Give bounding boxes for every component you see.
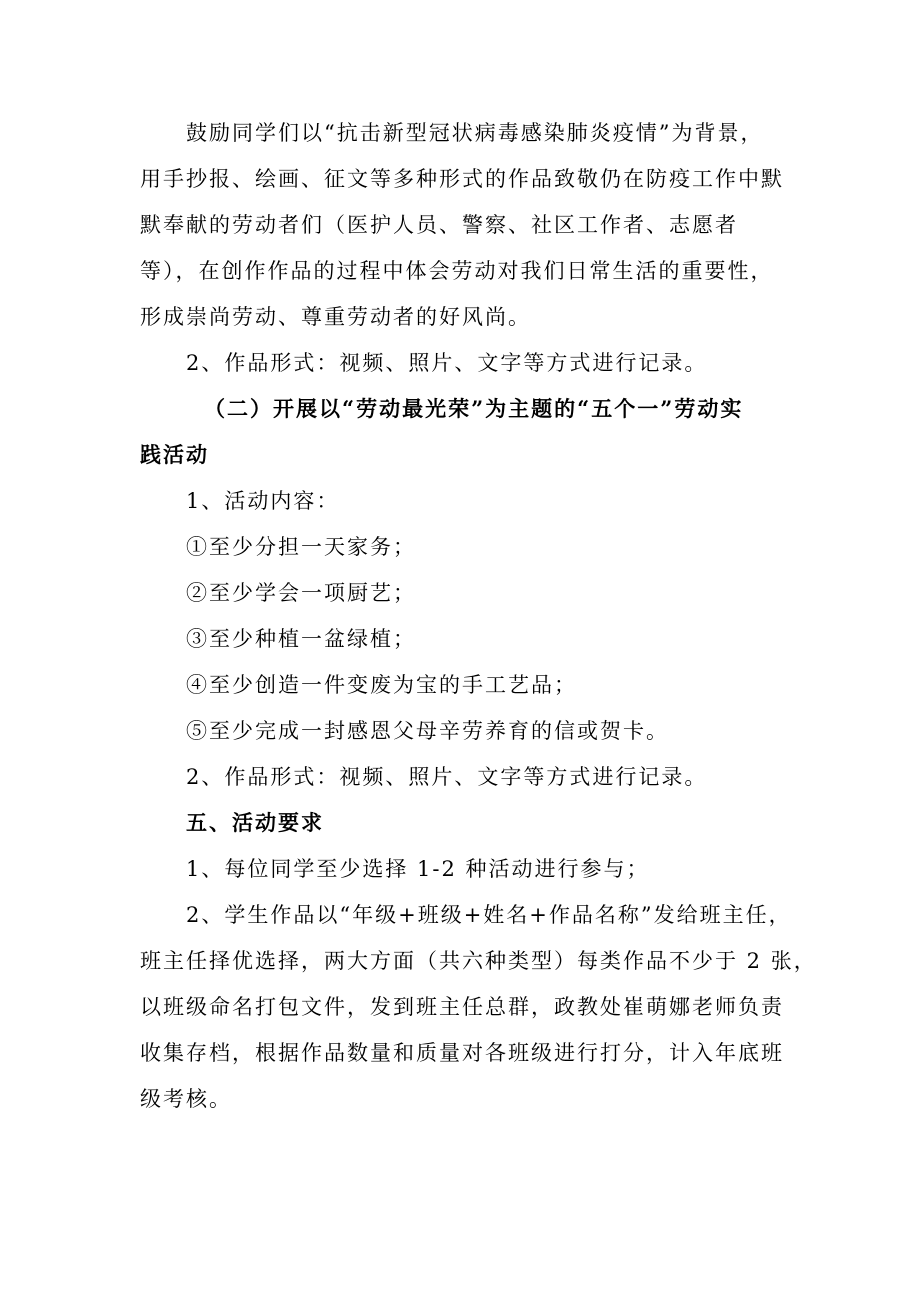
list-item: ①至少分担一天家务； bbox=[186, 535, 416, 559]
text-line: 级考核。 bbox=[140, 1087, 232, 1111]
text-line: 默奉献的劳动者们（医护人员、警察、社区工作者、志愿者 bbox=[140, 213, 738, 237]
list-item: ⑤至少完成一封感恩父母辛劳养育的信或贺卡。 bbox=[186, 719, 669, 743]
text-line: 等），在创作作品的过程中体会劳动对我们日常生活的重要性， bbox=[140, 259, 774, 283]
activity-content-label: 1、活动内容： bbox=[186, 489, 340, 513]
requirement-item-two bbox=[140, 892, 817, 1122]
section-heading-two bbox=[140, 386, 790, 478]
text-line: 用手抄报、绘画、征文等多种形式的作品致敬仍在防疫工作中默 bbox=[140, 167, 784, 191]
section-heading-line: （二）开展以“劳动最光荣”为主题的“五个一”劳动实 bbox=[204, 396, 744, 421]
activity-list bbox=[140, 524, 790, 754]
work-form-item: 2、作品形式：视频、照片、文字等方式进行记录。 bbox=[186, 351, 708, 375]
requirement-item: 1、每位同学至少选择 1-2 种活动进行参与； bbox=[186, 857, 650, 881]
list-item: ②至少学会一项厨艺； bbox=[186, 581, 416, 605]
list-item: ④至少创造一件变废为宝的手工艺品； bbox=[186, 673, 577, 697]
text-line: 鼓励同学们以“抗击新型冠状病毒感染肺炎疫情”为背景， bbox=[186, 121, 764, 145]
text-line: 收集存档，根据作品数量和质量对各班级进行打分，计入年底班 bbox=[140, 1041, 784, 1065]
text-line: 2、学生作品以“年级+班级+姓名+作品名称”发给班主任， bbox=[186, 903, 792, 927]
text-line: 以班级命名打包文件，发到班主任总群，政教处崔萌娜老师负责 bbox=[140, 995, 784, 1019]
section-heading-line: 践活动 bbox=[140, 442, 209, 467]
text-line: 班主任择优选择，两大方面（共六种类型）每类作品不少于 2 张， bbox=[140, 949, 817, 973]
document-page bbox=[140, 110, 817, 1122]
text-line: 形成崇尚劳动、尊重劳动者的好风尚。 bbox=[140, 305, 531, 329]
list-item: ③至少种植一盆绿植； bbox=[186, 627, 416, 651]
work-form-item: 2、作品形式：视频、照片、文字等方式进行记录。 bbox=[186, 765, 708, 789]
paragraph-encourage bbox=[140, 110, 790, 340]
section-heading-five: 五、活动要求 bbox=[186, 810, 324, 835]
